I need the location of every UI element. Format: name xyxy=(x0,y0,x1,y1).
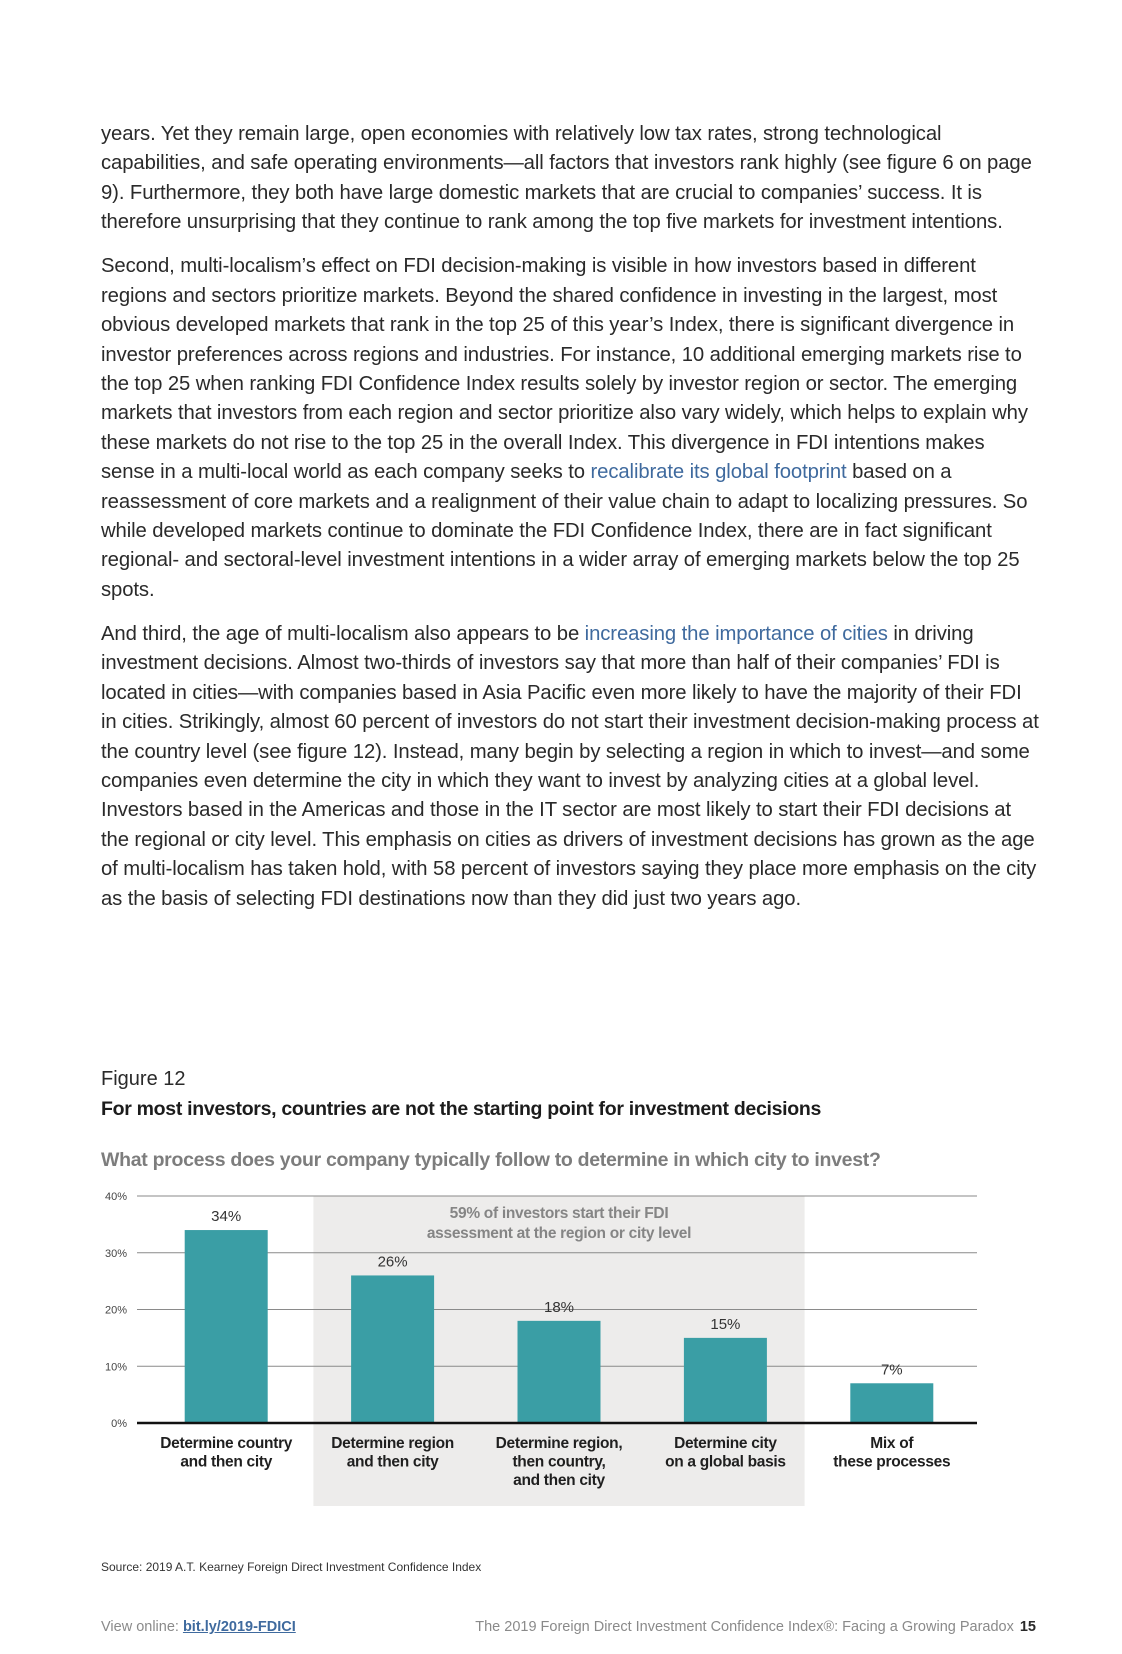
figure-source: Source: 2019 A.T. Kearney Foreign Direct Investment Confidence Index xyxy=(101,1560,482,1574)
body-paragraph xyxy=(101,120,1041,238)
paragraph-text: years. Yet they remain large, open economies with relatively low tax rates, strong technological capabilities, and safe operating environments—all factors that investors rank highly (see figure 6 on page 9). Furthermore, they both have large domestic markets that are crucial to companies’ success. It is therefore unsurprising that they continue to rank among the top five markets for investment intentions. xyxy=(101,123,1032,234)
bar-value-label: 15% xyxy=(710,1315,741,1333)
figure-question: What process does your company typically follow to determine in which city to invest? xyxy=(101,1149,881,1171)
x-category-label: these processes xyxy=(833,1453,951,1471)
bar-value-label: 7% xyxy=(880,1361,903,1379)
body-paragraph xyxy=(101,620,1041,914)
x-category-label: then country, xyxy=(512,1453,606,1471)
page-number: 15 xyxy=(1019,1619,1036,1635)
bar xyxy=(684,1338,767,1423)
footer-view-online xyxy=(101,1619,296,1635)
view-online-label: View online: xyxy=(101,1619,183,1635)
y-tick-label: 0% xyxy=(111,1418,127,1430)
x-category-label: on a global basis xyxy=(665,1453,786,1471)
bar xyxy=(185,1230,268,1423)
paragraph-text: And third, the age of multi-localism also appears to be xyxy=(101,622,585,645)
bar-value-label: 18% xyxy=(543,1298,575,1316)
x-category-label: Determine country xyxy=(160,1435,293,1452)
y-tick-label: 20% xyxy=(104,1304,127,1317)
bar-value-label: 34% xyxy=(211,1208,242,1226)
bar-chart xyxy=(0,1180,1122,1520)
x-category-label: and then city xyxy=(346,1453,439,1471)
figure-label: Figure 12 xyxy=(101,1068,186,1090)
bar xyxy=(850,1383,933,1423)
x-category-label: and then city xyxy=(180,1453,273,1471)
y-tick-label: 10% xyxy=(104,1361,127,1374)
inline-link[interactable]: recalibrate its global footprint xyxy=(590,461,847,484)
paragraph-text: in driving investment decisions. Almost two-thirds of investors say that more than half of their companies’ FDI is located in cities—with companies based in Asia Pacific even more likely to have the majority of their FDI in cities. Strikingly, almost 60 percent of investors do not start their investment decision-making process at the country level (see figure 12). Instead, many begin by selecting a region in which to invest—and some companies even determine the city in which they want to invest by analyzing cities at a global level. Investors based in the Americas and those in the IT sector are most likely to start their FDI decisions at the regional or city level. This emphasis on cities as drivers of investment decisions has grown as the age of multi-localism has taken hold, with 58 percent of investors saying they place more emphasis on the city as the basis of selecting FDI destinations now than they did just two years ago. xyxy=(101,622,1039,910)
x-category-label: Determine region xyxy=(331,1435,454,1452)
bar-value-label: 26% xyxy=(377,1253,408,1271)
bar xyxy=(351,1275,434,1423)
x-category-label: Determine city xyxy=(674,1435,777,1452)
x-category-label: Determine region, xyxy=(495,1435,623,1452)
footer-publication xyxy=(475,1619,1036,1635)
body-paragraph xyxy=(101,252,1041,605)
y-tick-label: 40% xyxy=(104,1191,127,1203)
highlight-annotation: assessment at the region or city level xyxy=(426,1225,692,1242)
figure-title: For most investors, countries are not the starting point for investment decisions xyxy=(101,1098,822,1120)
x-category-label: Mix of xyxy=(870,1435,914,1452)
inline-link[interactable]: increasing the importance of cities xyxy=(584,622,888,645)
publication-title: The 2019 Foreign Direct Investment Confidence Index®: Facing a Growing Paradox xyxy=(475,1619,1014,1635)
body-text xyxy=(101,120,1041,929)
y-tick-label: 30% xyxy=(104,1247,127,1260)
x-category-label: and then city xyxy=(513,1472,605,1489)
paragraph-text: based on a reassessment of core markets and a realignment of their value chain to adapt to localizing pressures. So while developed markets continue to dominate the FDI Confidence Index, there are in fact significant regional- and sectoral-level investment intentions in a wider array of emerging markets below the top 25 spots. xyxy=(101,461,1028,601)
view-online-link[interactable]: bit.ly/2019-FDICI xyxy=(182,1619,296,1635)
bar xyxy=(518,1321,601,1423)
highlight-annotation: 59% of investors start their FDI xyxy=(449,1205,669,1222)
paragraph-text: Second, multi-localism’s effect on FDI decision-making is visible in how investors based in different regions and sectors prioritize markets. Beyond the shared confidence in investing in the largest, most obvious developed markets that rank in the top 25 of this year’s Index, there is significant divergence in investor preferences across regions and industries. For instance, 10 additional emerging markets rise to the top 25 when ranking FDI Confidence Index results solely by investor region or sector. The emerging markets that investors from each region and sector prioritize also vary widely, which helps to explain why these markets do not rise to the top 25 in the overall Index. This divergence in FDI intentions makes sense in a multi-local world as each company seeks to xyxy=(101,255,1028,484)
